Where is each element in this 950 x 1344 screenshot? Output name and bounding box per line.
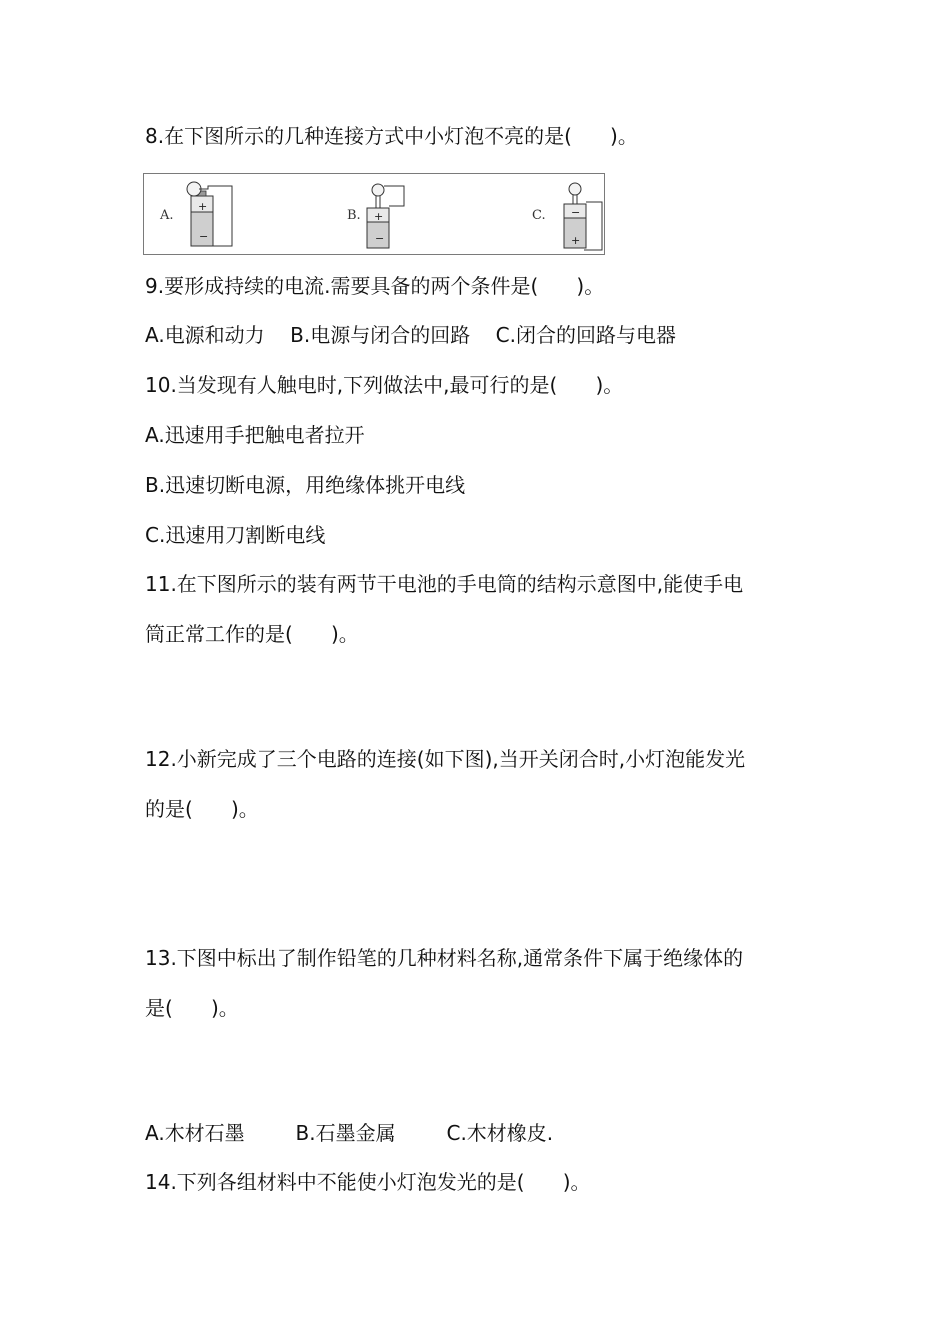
question-10-option-c: C.迅速用刀割断电线	[145, 523, 326, 547]
figure-option-c	[532, 183, 602, 250]
question-13-stem-line1: 13.下图中标出了制作铅笔的几种材料名称,通常条件下属于绝缘体的	[145, 946, 744, 970]
question-14-stem: 14.下列各组材料中不能使小灯泡发光的是( )。	[145, 1170, 591, 1194]
svg-text:+: +	[374, 210, 384, 223]
question-9-options: A.电源和动力 B.电源与闭合的回路 C.闭合的回路与电器	[145, 323, 676, 347]
question-11-stem-line1: 11.在下图所示的装有两节干电池的手电筒的结构示意图中,能使手电	[145, 572, 744, 596]
question-10-option-a: A.迅速用手把触电者拉开	[145, 423, 365, 447]
figure-label-a: A.	[160, 208, 174, 223]
question-8-stem: 8.在下图所示的几种连接方式中小灯泡不亮的是( )。	[145, 124, 638, 148]
svg-text:+: +	[198, 200, 208, 213]
battery-bulb-figure	[143, 173, 605, 255]
svg-text:+: +	[571, 234, 581, 247]
figure-option-b	[347, 184, 404, 248]
figure-label-c: C.	[532, 208, 546, 223]
question-11-stem-line2: 筒正常工作的是( )。	[145, 622, 359, 646]
question-12-stem-line1: 12.小新完成了三个电路的连接(如下图),当开关闭合时,小灯泡能发光	[145, 747, 746, 771]
question-12-stem-line2: 的是( )。	[145, 797, 259, 821]
figure-option-a	[159, 182, 232, 246]
question-10-stem: 10.当发现有人触电时,下列做法中,最可行的是( )。	[145, 373, 624, 397]
question-9-stem: 9.要形成持续的电流.需要具备的两个条件是( )。	[145, 274, 605, 298]
question-10-option-b: B.迅速切断电源，用绝缘体挑开电线	[145, 473, 466, 497]
question-13-stem-line2: 是( )。	[145, 996, 239, 1020]
question-13-options: A.木材石墨 B.石墨金属 C.木材橡皮.	[145, 1121, 554, 1145]
svg-text:−: −	[199, 230, 209, 243]
svg-text:−: −	[375, 232, 385, 245]
svg-text:−: −	[571, 206, 581, 219]
figure-label-b: B.	[347, 208, 361, 223]
